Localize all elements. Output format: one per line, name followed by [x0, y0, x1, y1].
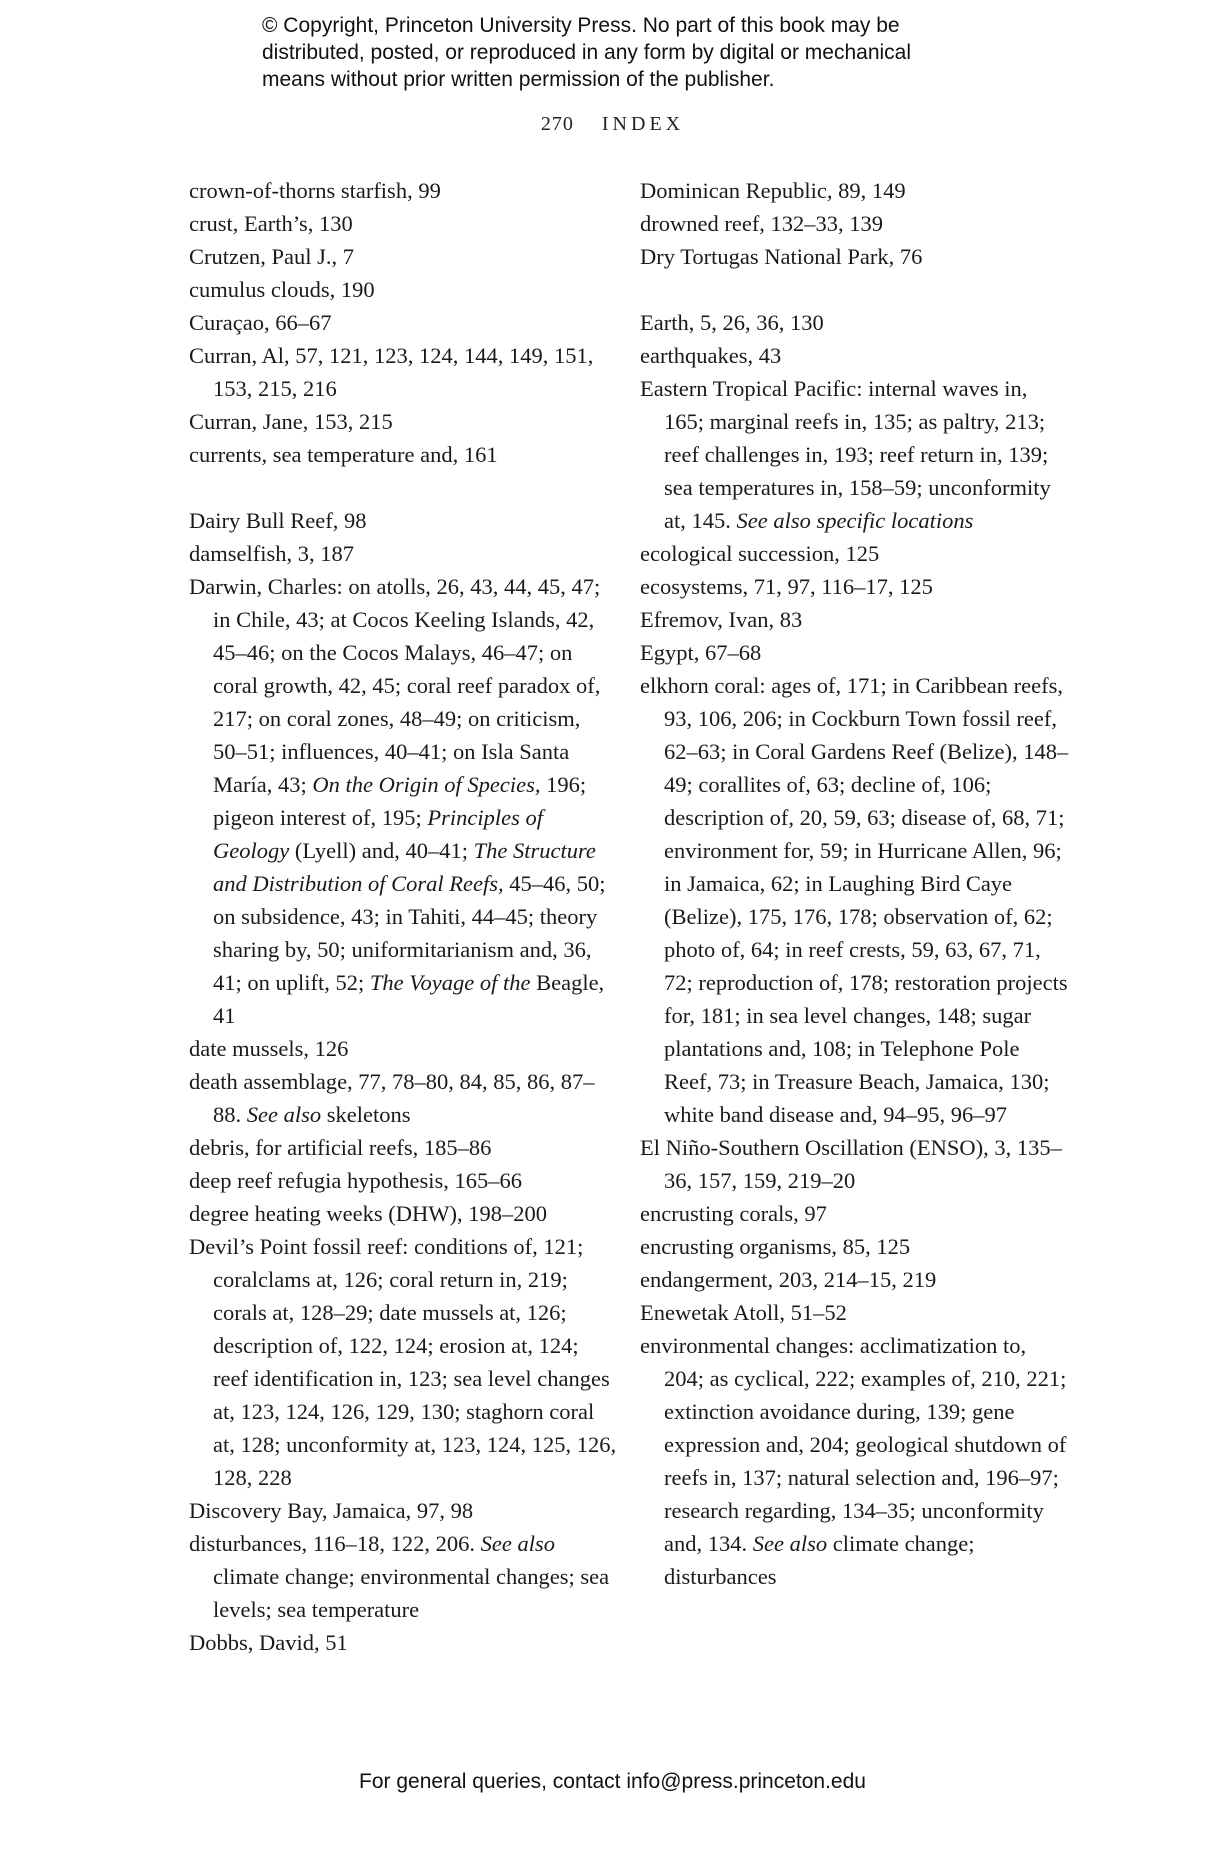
index-entry-text: climate change; disturbances	[664, 1531, 975, 1589]
index-entry-text: Discovery Bay, Jamaica, 97, 98	[189, 1498, 474, 1523]
index-entry-italic-text: See also	[480, 1531, 555, 1556]
index-entry-text: ecosystems, 71, 97, 116–17, 125	[640, 574, 933, 599]
index-entry-text: Beagle, 41	[213, 970, 605, 1028]
index-entry-text: Dobbs, David, 51	[189, 1630, 348, 1655]
index-entry	[640, 537, 1070, 570]
index-entry	[189, 1131, 619, 1164]
index-entry	[640, 669, 1070, 1131]
index-entry-text: drowned reef, 132–33, 139	[640, 211, 884, 236]
index-entry	[189, 1230, 619, 1494]
index-entry-italic-text: See also	[246, 1102, 322, 1127]
index-entry-italic-text: The Voyage of the	[369, 970, 531, 995]
index-entry	[189, 438, 619, 471]
index-entry-text: 196; pigeon interest of, 195;	[213, 772, 587, 830]
index-entry-text: Earth, 5, 26, 36, 130	[640, 310, 824, 335]
index-entry	[640, 306, 1070, 339]
index-entry	[640, 240, 1070, 273]
index-entry-text: crown-of-thorns starfish, 99	[189, 178, 441, 203]
index-entry-text: disturbances, 116–18, 122, 206.	[189, 1531, 481, 1556]
index-entry	[189, 273, 619, 306]
index-entry-text: encrusting organisms, 85, 125	[640, 1234, 911, 1259]
index-entry	[640, 1263, 1070, 1296]
page-title: INDEX	[601, 113, 685, 135]
index-entry-text: Curran, Jane, 153, 215	[189, 409, 393, 434]
index-column-right	[640, 174, 1070, 1593]
index-entry	[189, 240, 619, 273]
index-entry	[640, 1197, 1070, 1230]
index-entry-text: degree heating weeks (DHW), 198–200	[189, 1201, 548, 1226]
index-entry	[640, 1230, 1070, 1263]
index-entry-italic-text: The Structure and Distribution of Coral Reefs,	[213, 838, 596, 896]
index-entry-text: deep reef refugia hypothesis, 165–66	[189, 1168, 523, 1193]
index-entry-text: cumulus clouds, 190	[189, 277, 375, 302]
index-entry-text: environmental changes: acclimatization to, 204; as cyclical, 222; examples of, 210, 221; extinction avoidance during, 139; gene expression and, 204; geological shutdown of reefs in, 137; natural selection and, 196–97; research regarding, 134–35; unconformity and, 134.	[640, 1333, 1067, 1556]
index-entry	[189, 339, 619, 405]
index-entry-text: ecological succession, 125	[640, 541, 880, 566]
index-entry	[640, 339, 1070, 372]
index-entry-text: date mussels, 126	[189, 1036, 349, 1061]
index-entry-italic-text: On the Origin of Species,	[312, 772, 541, 797]
copyright-line: © Copyright, Princeton University Press. No part of this book may be	[262, 14, 900, 37]
index-entry	[189, 570, 619, 1032]
index-entry-text: crust, Earth’s, 130	[189, 211, 353, 236]
index-entry-text: Curran, Al, 57, 121, 123, 124, 144, 149, 151, 153, 215, 216	[189, 343, 594, 401]
page-number: 270	[540, 113, 574, 135]
index-entry-text: damselfish, 3, 187	[189, 541, 354, 566]
index-entry-text: earthquakes, 43	[640, 343, 782, 368]
index-entry	[640, 636, 1070, 669]
index-entry	[189, 1065, 619, 1131]
index-entry-text: currents, sea temperature and, 161	[189, 442, 498, 467]
index-entry	[189, 174, 619, 207]
index-entry	[189, 1164, 619, 1197]
index-entry-text: Enewetak Atoll, 51–52	[640, 1300, 847, 1325]
index-entry	[640, 603, 1070, 636]
index-entry-italic-text: See also	[752, 1531, 828, 1556]
index-entry	[189, 1494, 619, 1527]
index-entry-text: El Niño-Southern Oscillation (ENSO), 3, 135–36, 157, 159, 219–20	[640, 1135, 1062, 1193]
index-entry-text: Egypt, 67–68	[640, 640, 762, 665]
index-entry-italic-text: See also specific locations	[736, 508, 974, 533]
index-entry	[189, 1197, 619, 1230]
index-entry-italic-text: Principles of Geology	[213, 805, 543, 863]
index-entry-text: 45–46, 50; on subsidence, 43; in Tahiti, 44–45; theory sharing by, 50; uniformitarianism and, 36, 41; on uplift, 52;	[213, 871, 606, 995]
index-entry-text: (Lyell) and, 40–41;	[289, 838, 474, 863]
index-entry-text: death assemblage, 77, 78–80, 84, 85, 86, 87–88.	[189, 1069, 595, 1127]
index-entry	[189, 207, 619, 240]
index-entry	[640, 174, 1070, 207]
index-entry	[189, 405, 619, 438]
index-entry-text: Eastern Tropical Pacific: internal waves in, 165; marginal reefs in, 135; as paltry, 213; reef challenges in, 193; reef return in, 139; sea temperatures in, 158–59; unconformity at, 145.	[640, 376, 1051, 533]
index-entry-text: encrusting corals, 97	[640, 1201, 827, 1226]
index-entry-text: Crutzen, Paul J., 7	[189, 244, 354, 269]
index-entry-text: Curaçao, 66–67	[189, 310, 332, 335]
index-entry	[189, 1626, 619, 1659]
index-entry	[640, 1329, 1070, 1593]
index-entry-text: Darwin, Charles: on atolls, 26, 43, 44, 45, 47; in Chile, 43; at Cocos Keeling Islands, 42, 45–46; on the Cocos Malays, 46–47; on coral growth, 42, 45; coral reef paradox of, 217; on coral zones, 48–49; on criticism, 50–51; influences, 40–41; on Isla Santa María, 43;	[189, 574, 601, 797]
index-entry-text: Devil’s Point fossil reef: conditions of, 121; coralclams at, 126; coral return in, 219; corals at, 128–29; date mussels at, 126; description of, 122, 124; erosion at, 124; reef identification in, 123; sea level changes at, 123, 124, 126, 129, 130; staghorn coral at, 128; unconformity at, 123, 124, 125, 126, 128, 228	[189, 1234, 617, 1490]
index-entry	[189, 306, 619, 339]
index-entry	[640, 1131, 1070, 1197]
footer-contact: For general queries, contact info@press.princeton.edu	[359, 1770, 866, 1793]
index-entry-text: debris, for artificial reefs, 185–86	[189, 1135, 492, 1160]
index-entry	[640, 372, 1070, 537]
copyright-line: distributed, posted, or reproduced in any form by digital or mechanical	[262, 41, 912, 64]
copyright-line: means without prior written permission of the publisher.	[262, 68, 775, 91]
index-entry	[189, 537, 619, 570]
index-entry-text: elkhorn coral: ages of, 171; in Caribbean reefs, 93, 106, 206; in Cockburn Town fossil reef, 62–63; in Coral Gardens Reef (Belize), 148–49; corallites of, 63; decline of, 106; description of, 20, 59, 63; disease of, 68, 71; environment for, 59; in Hurricane Allen, 96; in Jamaica, 62; in Laughing Bird Caye (Belize), 175, 176, 178; observation of, 62; photo of, 64; in reef crests, 59, 63, 67, 71, 72; reproduction of, 178; restoration projects for, 181; in sea level changes, 148; sugar plantations and, 108; in Telephone Pole Reef, 73; in Treasure Beach, Jamaica, 130; white band disease and, 94–95, 96–97	[640, 673, 1069, 1127]
index-entry	[189, 504, 619, 537]
copyright-notice	[262, 12, 1022, 93]
index-entry-text: Dominican Republic, 89, 149	[640, 178, 906, 203]
index-entry-text: skeletons	[321, 1102, 411, 1127]
index-entry	[640, 207, 1070, 240]
index-entry	[189, 1527, 619, 1626]
index-entry-text: Dry Tortugas National Park, 76	[640, 244, 923, 269]
index-entry	[189, 1032, 619, 1065]
index-entry-text: endangerment, 203, 214–15, 219	[640, 1267, 937, 1292]
running-head	[0, 113, 1225, 136]
index-entry	[640, 570, 1070, 603]
index-column-left	[189, 174, 619, 1659]
index-entry	[640, 1296, 1070, 1329]
index-entry-text: Efremov, Ivan, 83	[640, 607, 803, 632]
index-entry-text: Dairy Bull Reef, 98	[189, 508, 367, 533]
index-entry-text: climate change; environmental changes; sea levels; sea temperature	[213, 1564, 610, 1622]
